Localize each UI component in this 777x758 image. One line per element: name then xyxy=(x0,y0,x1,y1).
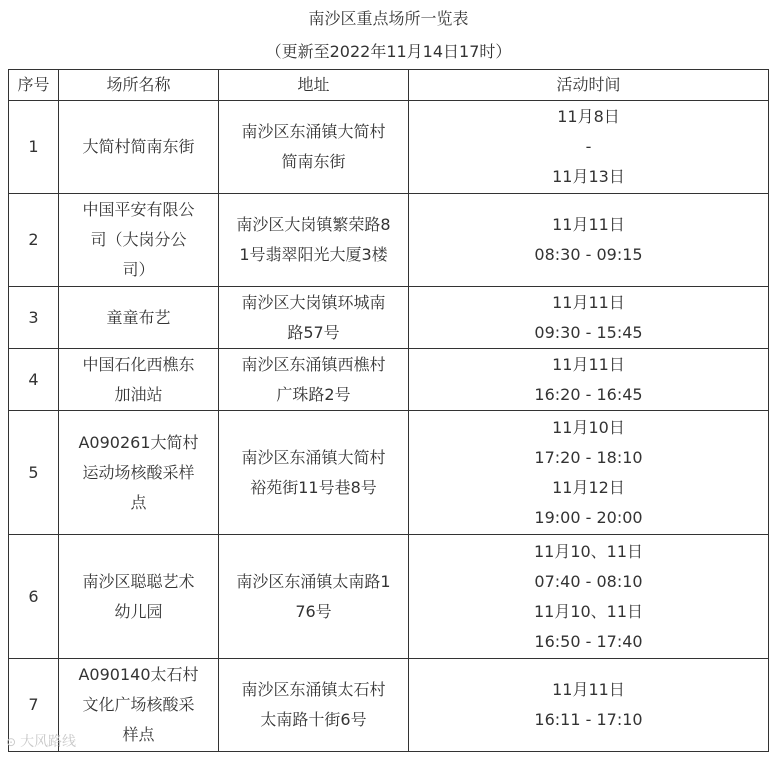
activity-time: 11月11日 16:11 - 17:10 xyxy=(409,659,769,752)
table-row xyxy=(9,659,769,752)
table-header-row xyxy=(9,70,769,101)
venue-address: 南沙区大岗镇繁荣路8 1号翡翠阳光大厦3楼 xyxy=(219,194,409,287)
activity-time: 11月10日 17:20 - 18:10 11月12日 19:00 - 20:00 xyxy=(409,411,769,535)
venue-name: 中国平安有限公 司（大岗分公 司） xyxy=(59,194,219,287)
row-index: 1 xyxy=(9,101,59,194)
row-index: 3 xyxy=(9,287,59,349)
activity-time: 11月10、11日 07:40 - 08:10 11月10、11日 16:50 - 17:40 xyxy=(409,535,769,659)
row-index: 2 xyxy=(9,194,59,287)
activity-time: 11月11日 08:30 - 09:15 xyxy=(409,194,769,287)
venue-table xyxy=(8,69,769,752)
venue-address: 南沙区东涌镇太南路1 76号 xyxy=(219,535,409,659)
table-row xyxy=(9,287,769,349)
venue-name: 大简村简南东街 xyxy=(59,101,219,194)
document-subtitle: （更新至2022年11月14日17时） xyxy=(265,42,512,61)
row-index: 7 xyxy=(9,659,59,752)
table-row xyxy=(9,194,769,287)
venue-address: 南沙区东涌镇大简村 简南东街 xyxy=(219,101,409,194)
venue-name: A090261大简村 运动场核酸采样 点 xyxy=(59,411,219,535)
activity-time: 11月11日 09:30 - 15:45 xyxy=(409,287,769,349)
venue-name: 童童布艺 xyxy=(59,287,219,349)
watermark-text: 大风路线 xyxy=(20,734,77,750)
header-activity-time: 活动时间 xyxy=(409,70,769,101)
table-row xyxy=(9,535,769,659)
venue-name: 中国石化西樵东 加油站 xyxy=(59,349,219,411)
venue-address: 南沙区东涌镇太石村 太南路十街6号 xyxy=(219,659,409,752)
watermark xyxy=(6,732,76,752)
table-row xyxy=(9,349,769,411)
row-index: 5 xyxy=(9,411,59,535)
table-row xyxy=(9,411,769,535)
venue-address: 南沙区东涌镇西樵村 广珠路2号 xyxy=(219,349,409,411)
header-index: 序号 xyxy=(9,70,59,101)
document-title: 南沙区重点场所一览表 xyxy=(308,9,469,28)
venue-name: 南沙区聪聪艺术 幼儿园 xyxy=(59,535,219,659)
row-index: 4 xyxy=(9,349,59,411)
activity-time: 11月11日 16:20 - 16:45 xyxy=(409,349,769,411)
table-row xyxy=(9,101,769,194)
activity-time: 11月8日 - 11月13日 xyxy=(409,101,769,194)
venue-name: A090140太石村 文化广场核酸采 样点 xyxy=(59,659,219,752)
row-index: 6 xyxy=(9,535,59,659)
weibo-icon: ⊙ xyxy=(6,735,17,749)
venue-address: 南沙区大岗镇环城南 路57号 xyxy=(219,287,409,349)
venue-address: 南沙区东涌镇大简村 裕苑街11号巷8号 xyxy=(219,411,409,535)
header-address: 地址 xyxy=(219,70,409,101)
header-venue-name: 场所名称 xyxy=(59,70,219,101)
